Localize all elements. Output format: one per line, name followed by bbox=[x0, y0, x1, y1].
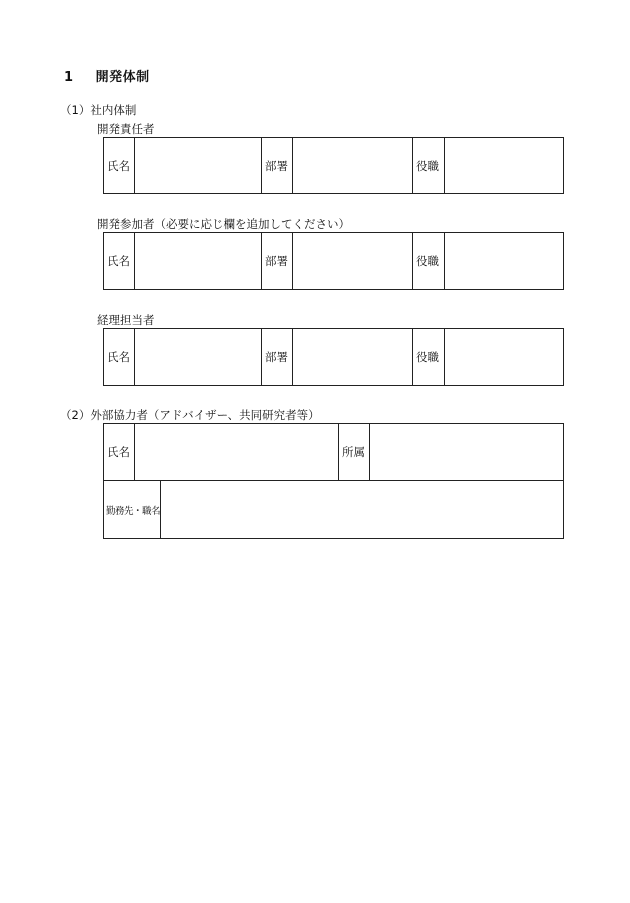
member-dept-label: 部署 bbox=[262, 233, 293, 290]
internal-subsection-label: （1）社内体制 bbox=[60, 103, 137, 117]
section-title: 開発体制 bbox=[95, 70, 150, 85]
leader-table bbox=[103, 137, 564, 194]
leader-caption: 開発責任者 bbox=[97, 122, 155, 136]
members-caption: 開発参加者（必要に応じ欄を追加してください） bbox=[97, 217, 350, 231]
leader-dept-field[interactable] bbox=[293, 138, 413, 194]
leader-role-field[interactable] bbox=[445, 138, 564, 194]
external-affiliation-field[interactable] bbox=[370, 424, 564, 481]
section-heading bbox=[64, 66, 150, 85]
leader-name-field[interactable] bbox=[135, 138, 262, 194]
accounting-name-label: 氏名 bbox=[104, 329, 135, 386]
external-name-label: 氏名 bbox=[104, 424, 135, 481]
leader-name-label: 氏名 bbox=[104, 138, 135, 194]
external-workplace-field[interactable] bbox=[161, 481, 564, 539]
external-subsection-label: （2）外部協力者（アドバイザー、共同研究者等） bbox=[60, 408, 320, 422]
external-table bbox=[103, 423, 564, 539]
member-dept-field[interactable] bbox=[293, 233, 413, 290]
member-name-label: 氏名 bbox=[104, 233, 135, 290]
accounting-dept-field[interactable] bbox=[293, 329, 413, 386]
member-role-label: 役職 bbox=[413, 233, 445, 290]
accounting-name-field[interactable] bbox=[135, 329, 262, 386]
leader-dept-label: 部署 bbox=[262, 138, 293, 194]
accounting-role-field[interactable] bbox=[445, 329, 564, 386]
external-affiliation-label: 所属 bbox=[339, 424, 370, 481]
accounting-dept-label: 部署 bbox=[262, 329, 293, 386]
members-table bbox=[103, 232, 564, 290]
external-workplace-label: 勤務先・職名 bbox=[104, 481, 161, 539]
leader-role-label: 役職 bbox=[413, 138, 445, 194]
accounting-caption: 経理担当者 bbox=[97, 313, 155, 327]
external-name-field[interactable] bbox=[135, 424, 339, 481]
member-role-field[interactable] bbox=[445, 233, 564, 290]
accounting-table bbox=[103, 328, 564, 386]
section-number: 1 bbox=[64, 70, 74, 85]
member-name-field[interactable] bbox=[135, 233, 262, 290]
accounting-role-label: 役職 bbox=[413, 329, 445, 386]
